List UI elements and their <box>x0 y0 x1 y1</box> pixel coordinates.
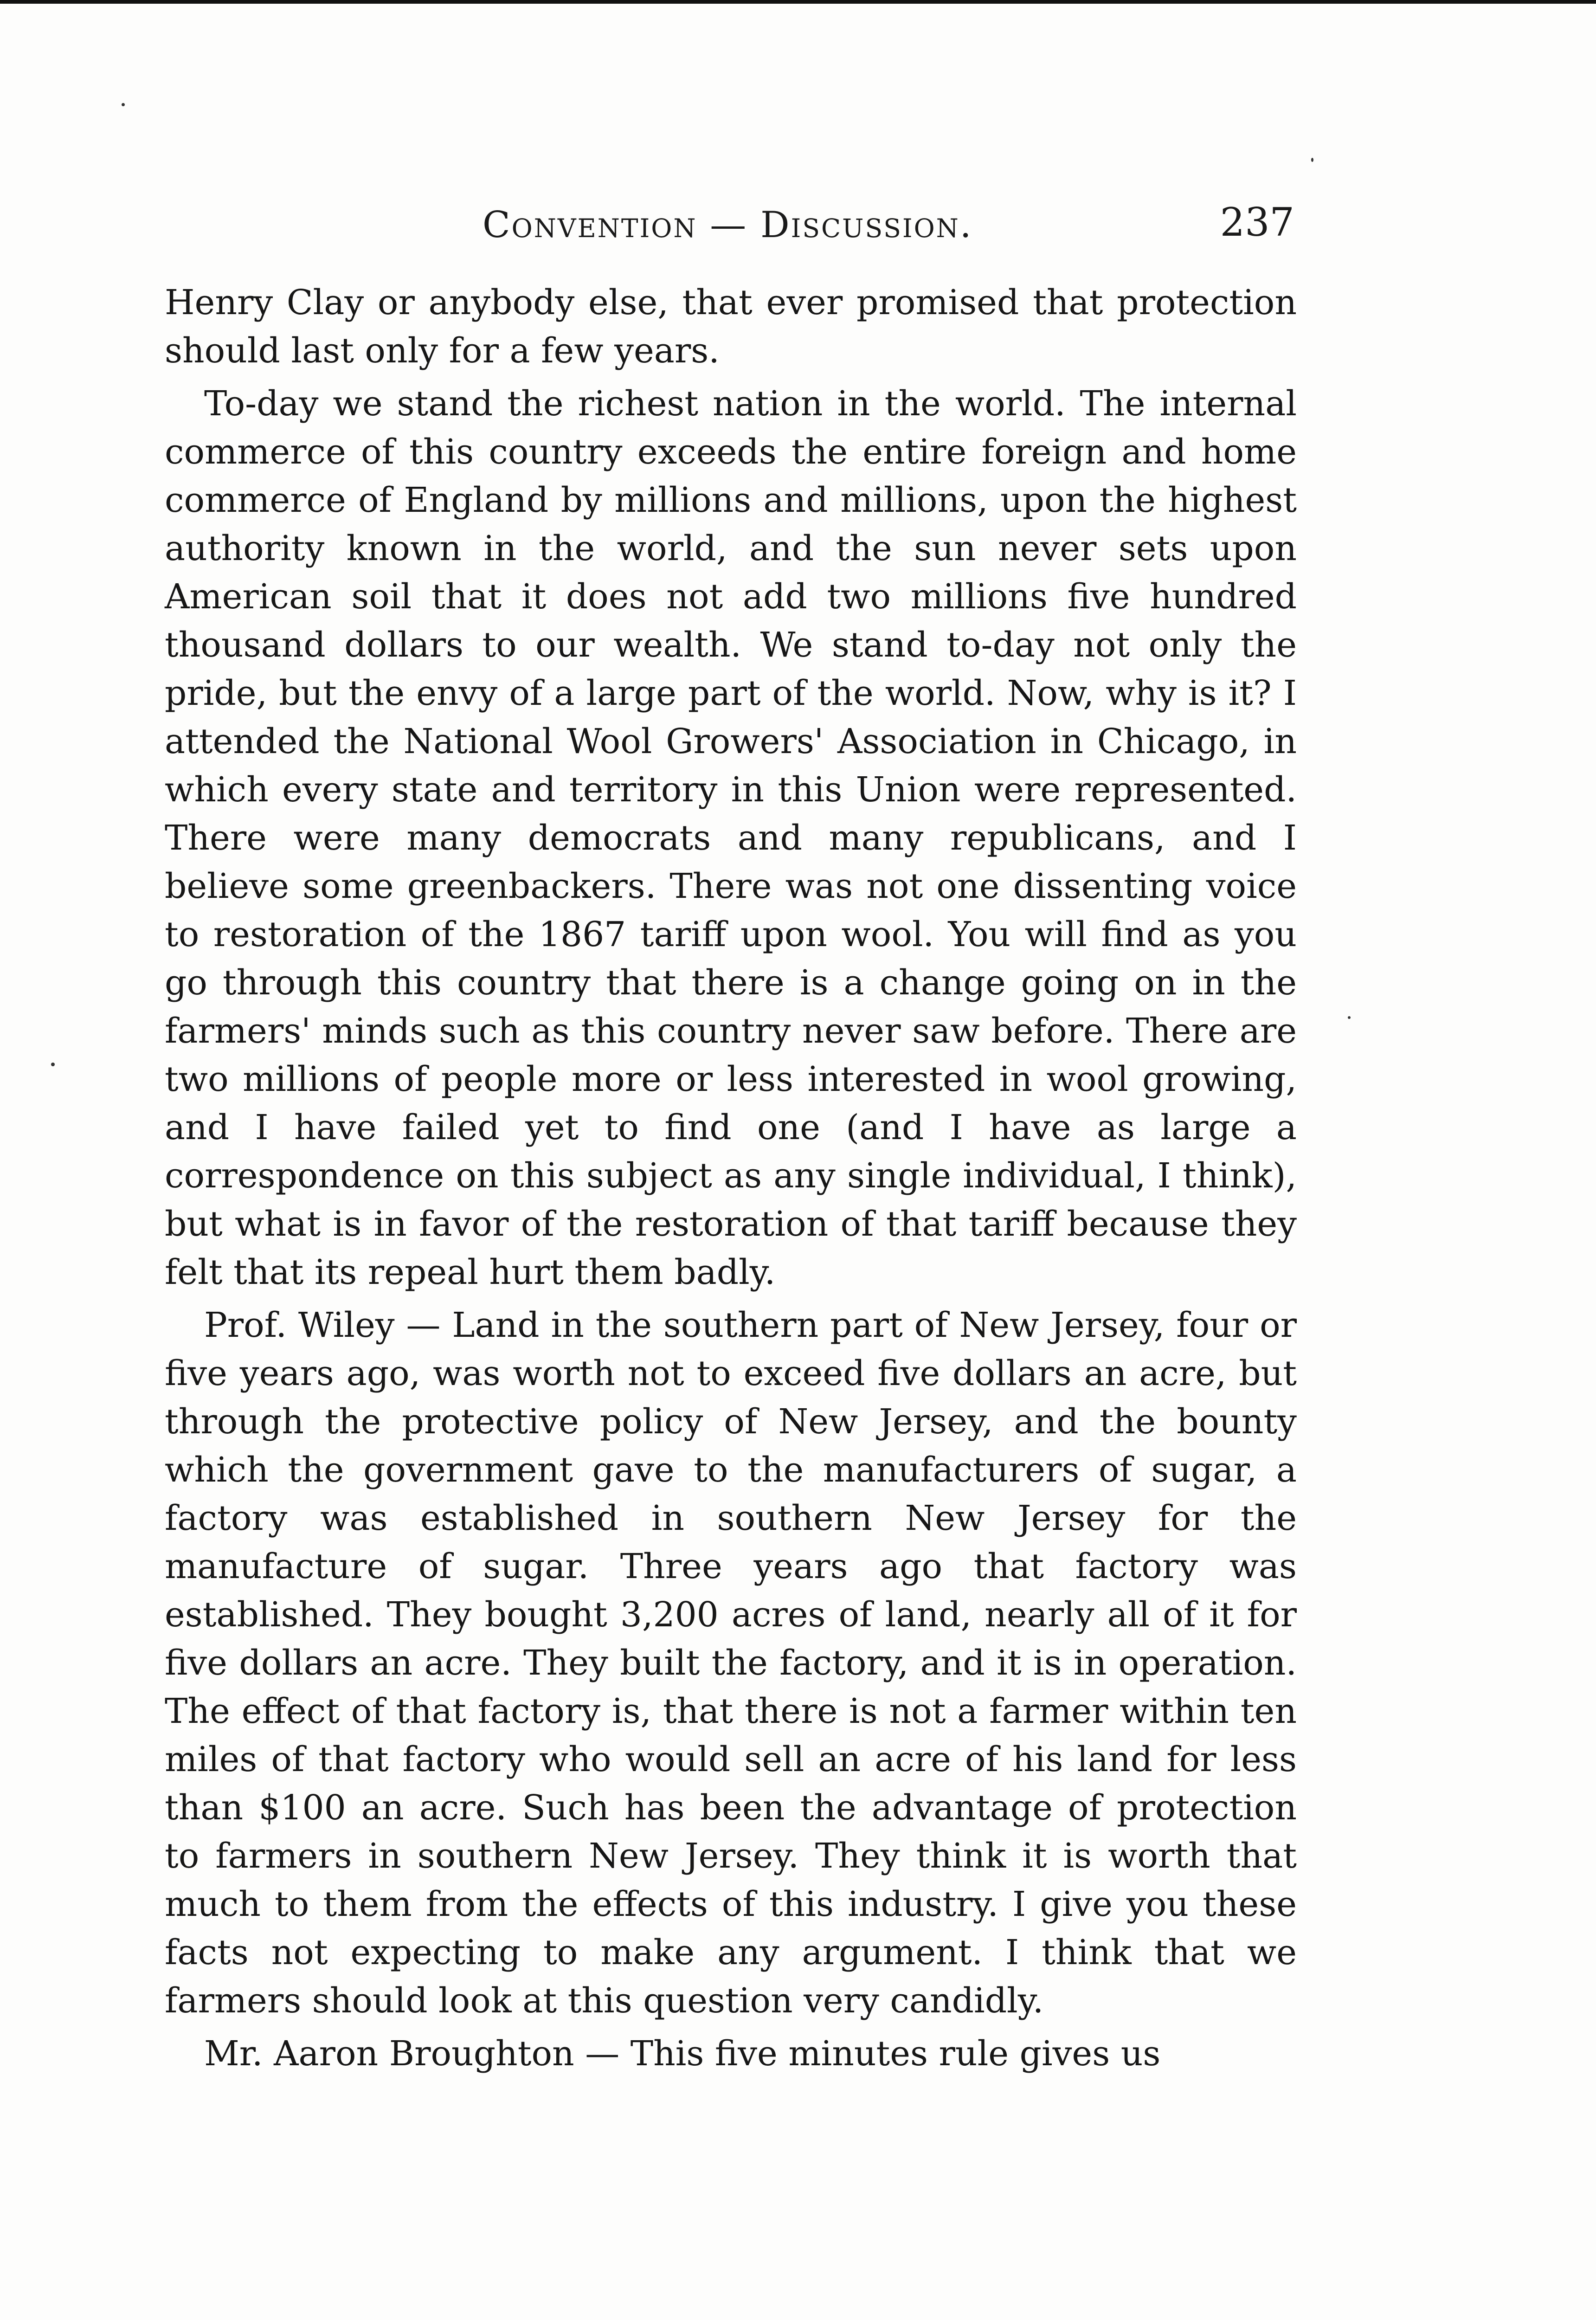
paragraph-mr-broughton: Mr. Aaron Broughton — This five minutes rule gives us <box>204 2034 1161 2074</box>
running-head: Convention — Discussion. <box>483 204 973 246</box>
paragraph-prof-wiley: Prof. Wiley — Land in the southern part of New Jersey, four or five years ago, was worth not to exceed five dollars an acre, but through the protective policy of New Jersey, and the bounty which the government gave to the manufacturers of sugar, a factory was established in southern New Jersey for the manufacture of sugar. Three years ago that factory was established. They bought 3,200 acres of land, nearly all of it for five dollars an acre. They built the factory, and it is in operation. The effect of that factory is, that there is not a farmer within ten miles of that factory who would sell an acre of his land for less than $100 an acre. Such has been the advantage of protection to farmers in southern New Jersey. They think it is worth that much to them from the effects of this industry. I give you these facts not expecting to make any argument. I think that we farmers should look at this question very candidly. <box>165 1305 1297 2021</box>
top-scan-edge <box>0 0 1596 4</box>
speck-mark <box>1348 1016 1351 1019</box>
speck-mark <box>122 103 125 106</box>
speck-mark <box>1311 158 1313 162</box>
paragraph-richest-nation: To-day we stand the richest nation in the world. The internal commerce of this country exceeds the entire foreign and home commerce of England by millions and millions, upon the highest authority known in the world, and the sun never sets upon American soil that it does not add two millions five hundred thousand dollars to our wealth. We stand to-day not only the pride, but the envy of a large part of the world. Now, why is it? I attended the National Wool Growers' Association in Chicago, in which every state and territory in this Union were represented. There were many democrats and many republicans, and I believe some greenbackers. There was not one dissenting voice to restoration of the 1867 tariff upon wool. You will find as you go through this country that there is a change going on in the farmers' minds such as this country never saw before. There are two millions of people more or less interested in wool growing, and I have failed yet to find one (and I have as large a correspondence on this subject as any single individual, I think), but what is in favor of the restoration of that tariff because they felt that its repeal hurt them badly. <box>165 384 1297 1292</box>
paragraph-continued: Henry Clay or anybody else, that ever promised that protection should last only for a few years. <box>165 283 1297 371</box>
page-header <box>167 200 1294 255</box>
body-text <box>165 278 1297 2082</box>
page-number: 237 <box>1220 200 1294 245</box>
speck-mark <box>51 1063 55 1066</box>
